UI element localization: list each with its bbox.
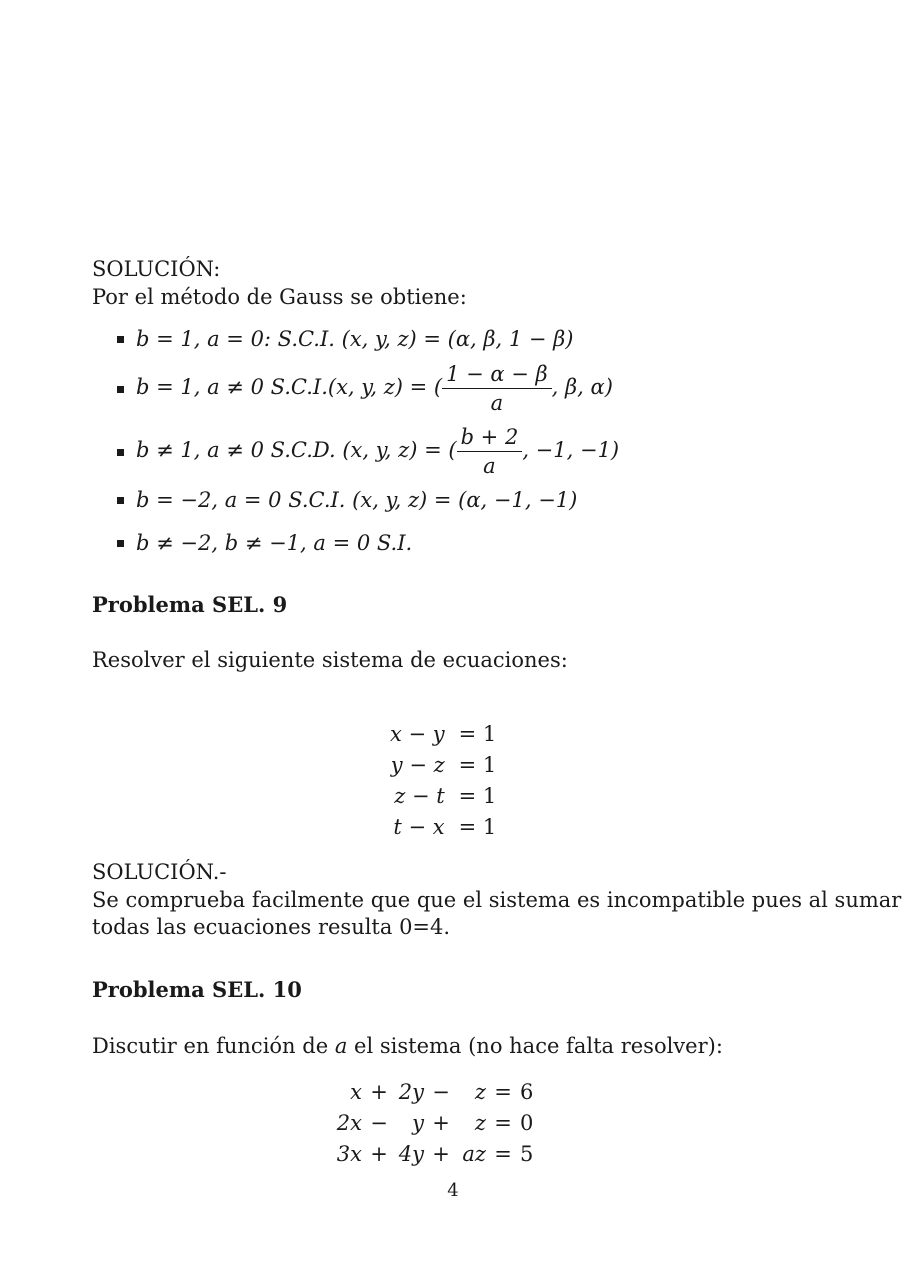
- fraction: $\frac{b + 2}{a}$: [457, 425, 523, 478]
- bullet-icon: [117, 386, 124, 393]
- equation-row: x − y = 1: [390, 721, 497, 746]
- equation-row: z − t = 1: [394, 783, 497, 808]
- bullet-icon: [117, 449, 124, 456]
- solution-heading: SOLUCIÓN:: [92, 257, 221, 281]
- fraction: $\frac{1 - \alpha - \beta}{a}$: [442, 362, 552, 415]
- equation-row: x + 2y − z = 6: [350, 1079, 534, 1104]
- solution-9-text-line1: Se comprueba facilmente que que el sistema es incompatible pues al sumar: [92, 888, 902, 912]
- list-item: b = −2, a = 0 S.C.I. (x, y, z) = (α, −1, −1): [136, 488, 578, 512]
- problem-9-title: Problema SEL. 9: [92, 592, 288, 617]
- bullet-icon: [117, 336, 124, 343]
- equation-row: y − z = 1: [390, 752, 497, 777]
- list-item: b = 1, a = 0: S.C.I. (x, y, z) = (α, β, 1 − β): [136, 327, 574, 351]
- list-item: b ≠ 1, a ≠ 0 S.C.D. (x, y, z) = ( $\frac{b + 2}{a}$ , −1, −1): [136, 425, 620, 478]
- solution-intro: Por el método de Gauss se obtiene:: [92, 285, 467, 309]
- equation-row: t − x = 1: [393, 814, 497, 839]
- equation-system-10: [334, 1076, 540, 1169]
- list-item: b ≠ −2, b ≠ −1, a = 0 S.I.: [136, 531, 413, 555]
- equation-row: 3x + 4y + az = 5: [336, 1141, 534, 1166]
- solution-9-text-line2: todas las ecuaciones resulta 0=4.: [92, 915, 451, 939]
- page-number: 4: [447, 1180, 459, 1201]
- problem-10-statement: Discutir en función de a el sistema (no hace falta resolver):: [92, 1034, 723, 1058]
- bullet-icon: [117, 540, 124, 547]
- bullet-icon: [117, 497, 124, 504]
- solution-9-heading: SOLUCIÓN.-: [92, 860, 227, 884]
- equation-system-9: [390, 718, 496, 842]
- problem-9-statement: Resolver el siguiente sistema de ecuaciones:: [92, 648, 568, 672]
- list-item: b = 1, a ≠ 0 S.C.I.(x, y, z) = ( $\frac{1 - \alpha - \beta}{a}$ , β, α): [136, 362, 613, 415]
- problem-10-title: Problema SEL. 10: [92, 977, 302, 1002]
- equation-row: 2x − y + z = 0: [336, 1110, 534, 1135]
